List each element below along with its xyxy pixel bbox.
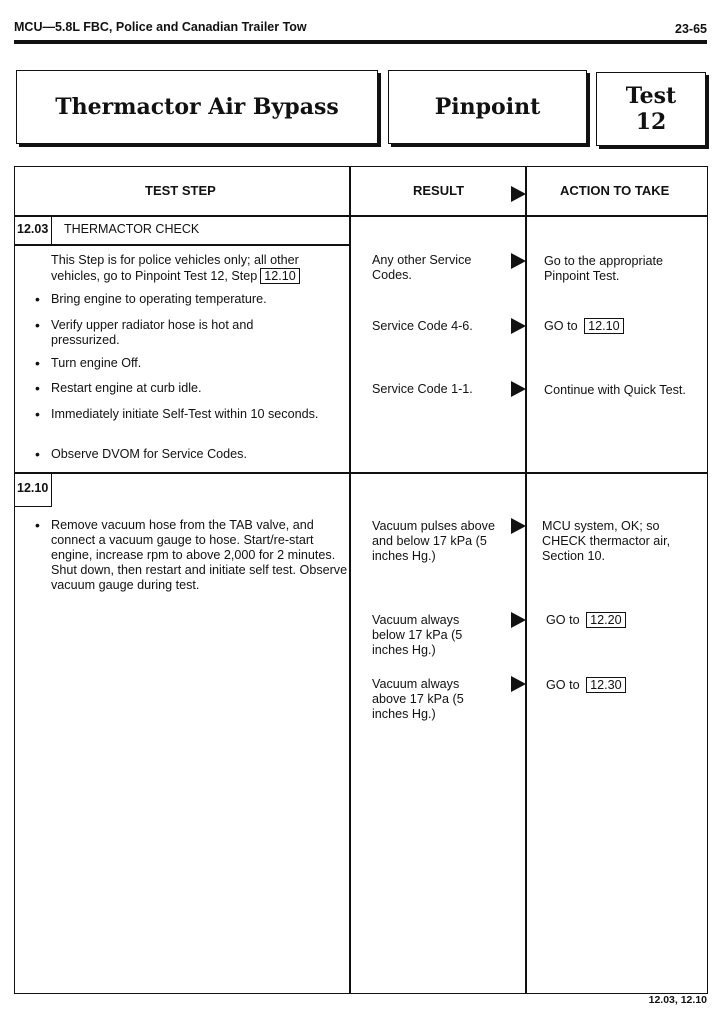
test-number: 12 — [635, 109, 667, 135]
column-header-action: ACTION TO TAKE — [560, 183, 670, 198]
pinpoint-table — [14, 166, 708, 994]
result-item: Vacuum always below 17 kPa (5 inches Hg.) — [372, 613, 463, 657]
list-item: • Bring engine to operating temperature. — [35, 292, 351, 307]
action-text: GO to — [544, 319, 578, 333]
arrow-right-icon — [511, 676, 526, 692]
action-item: Continue with Quick Test. — [544, 383, 686, 397]
step-reference-box: 12.30 — [586, 677, 626, 693]
action-item: Go to the appropriate Pinpoint Test. — [544, 254, 664, 283]
column-header-test-step: TEST STEP — [145, 183, 216, 198]
column-header-result: RESULT — [413, 183, 465, 198]
action-text: GO to — [546, 678, 580, 692]
header-rule — [14, 40, 707, 44]
step-reference-box: 12.10 — [260, 268, 300, 284]
step-heading-underline — [15, 244, 349, 246]
result-item: Vacuum pulses above and below 17 kPa (5 inches Hg.) — [372, 519, 495, 563]
action-text: GO to — [546, 613, 580, 627]
list-item: • Remove vacuum hose from the TAB valve, and connect a vacuum gauge to hose. Start/re-start engine, increase rpm to above 2,000 for 2 minutes. Shut down, then restart and initiate self test. Observe vacuum gauge during test. — [35, 518, 351, 593]
list-item: • Restart engine at curb idle. — [35, 381, 351, 396]
action-item — [544, 318, 694, 334]
test-title-box — [16, 70, 378, 144]
action-item: MCU system, OK; so CHECK thermactor air, Section 10. — [542, 519, 671, 563]
arrow-right-icon — [511, 318, 526, 334]
step-intro-text: This Step is for police vehicles only; all other vehicles, go to Pinpoint Test 12, Step — [51, 253, 299, 283]
step-heading: THERMACTOR CHECK — [64, 222, 200, 236]
arrow-right-icon — [511, 186, 526, 202]
pinpoint-box — [388, 70, 587, 144]
list-item: • Immediately initiate Self-Test within 10 seconds. — [35, 407, 321, 422]
test-title: Thermactor Air Bypass — [55, 94, 339, 120]
arrow-right-icon — [511, 381, 526, 397]
step-reference-box: 12.20 — [586, 612, 626, 628]
step-number-1203: 12.03 — [17, 222, 49, 236]
pinpoint-label: Pinpoint — [434, 94, 541, 120]
action-item — [546, 612, 696, 628]
result-item: Any other Service Codes. — [372, 253, 472, 282]
step-number-1210: 12.10 — [17, 481, 49, 495]
column-divider-2 — [525, 167, 527, 993]
step-intro — [51, 253, 341, 284]
document-header-title: MCU—5.8L FBC, Police and Canadian Trailer Tow — [14, 20, 307, 34]
footer-step-list: 12.03, 12.10 — [648, 994, 707, 1006]
list-item: • Verify upper radiator hose is hot and pressurized. — [35, 318, 311, 348]
arrow-right-icon — [511, 612, 526, 628]
page-number: 23-65 — [675, 22, 707, 36]
test-label: Test — [625, 83, 677, 109]
arrow-right-icon — [511, 253, 526, 269]
header-row-divider — [15, 215, 707, 217]
list-item: • Turn engine Off. — [35, 356, 351, 371]
result-item: Vacuum always above 17 kPa (5 inches Hg.) — [372, 677, 464, 721]
action-item — [546, 677, 696, 693]
result-item: Service Code 4-6. — [372, 319, 473, 333]
step-row-divider — [15, 472, 707, 474]
test-number-box — [596, 72, 706, 146]
result-item: Service Code 1-1. — [372, 382, 473, 396]
list-item: • Observe DVOM for Service Codes. — [35, 447, 351, 462]
step-reference-box: 12.10 — [584, 318, 624, 334]
arrow-right-icon — [511, 518, 526, 534]
